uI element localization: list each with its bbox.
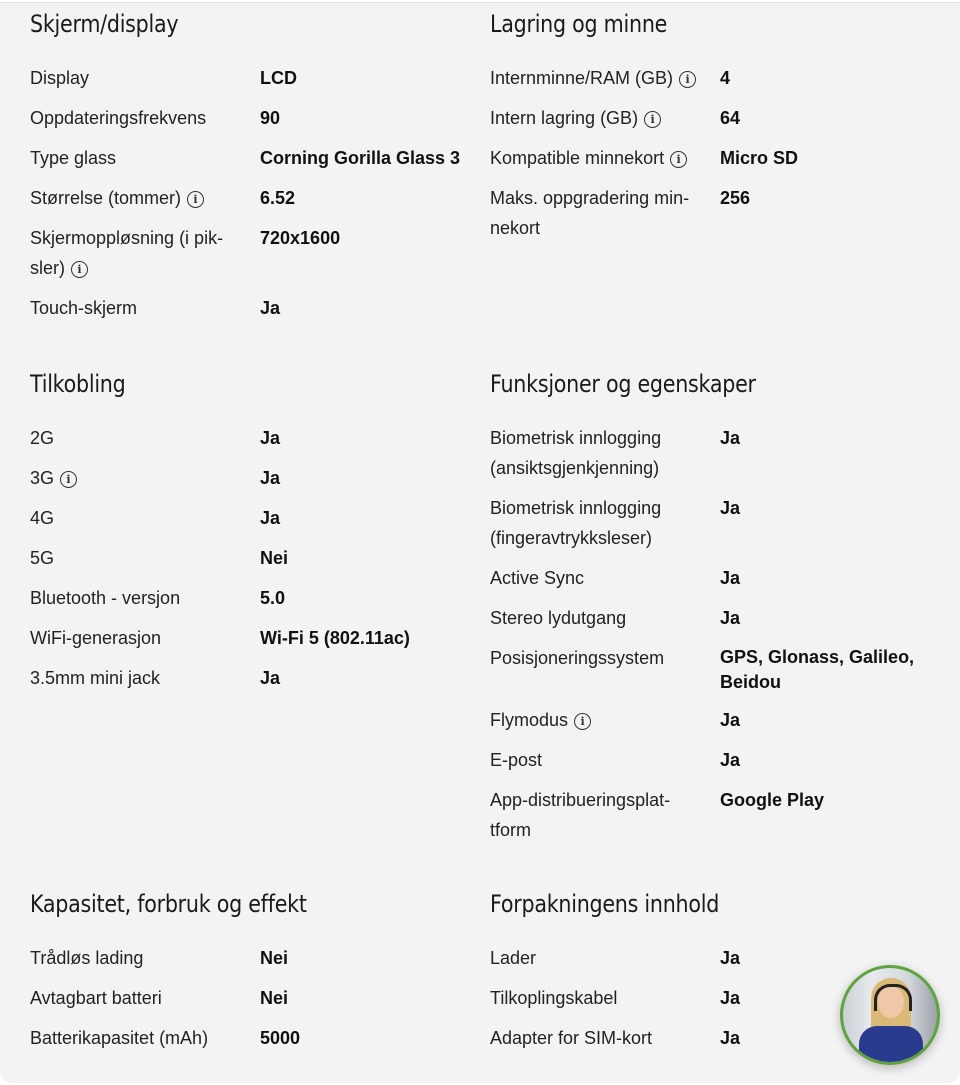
spec-value: Ja [720,1028,741,1048]
spec-row [490,563,930,593]
spec-value: LCD [260,68,297,88]
spec-label: Internminne/RAM (GB) i [490,63,720,93]
section-title: Lagring og minne [490,10,668,38]
info-icon[interactable]: i [187,191,204,208]
spec-value: 256 [720,188,751,208]
spec-row [30,943,470,973]
info-icon[interactable]: i [670,151,687,168]
spec-value: Nei [260,948,289,968]
spec-value: 90 [260,108,281,128]
spec-row [30,103,470,133]
spec-row [490,705,930,735]
spec-row [490,643,930,695]
spec-value: Ja [720,498,741,518]
spec-value: Ja [720,948,741,968]
info-icon[interactable]: i [71,261,88,278]
spec-label: Batterikapasitet (mAh) [30,1028,209,1048]
spec-label: 5G [30,548,55,568]
spec-row [490,143,930,173]
spec-value: Wi-Fi 5 (802.11ac) [260,628,410,648]
section-title: Tilkobling [30,370,126,398]
spec-value: Nei [260,548,289,568]
spec-label: Biometrisk innlogging (fingeravtrykksleser) [490,498,662,548]
spec-row [490,493,930,553]
section-display [30,4,470,333]
section-connectivity [30,364,470,703]
info-icon[interactable]: i [644,111,661,128]
spec-row [30,63,470,93]
headset-icon [874,984,912,1011]
spec-label: Active Sync [490,568,585,588]
spec-label: Størrelse (tommer) i [30,183,260,213]
spec-row [490,103,930,133]
spec-value: Ja [260,298,281,318]
spec-label: Skjermoppløsning (i pik-sler) i [30,228,224,278]
spec-label: WiFi-generasjon [30,628,162,648]
spec-row [30,463,470,493]
spec-row [30,423,470,453]
spec-value: Ja [260,508,281,528]
info-icon[interactable]: i [679,71,696,88]
section-title: Skjerm/display [30,10,179,38]
spec-value: 64 [720,108,741,128]
spec-value: Ja [260,468,281,488]
chat-support-avatar-button[interactable] [840,965,940,1065]
spec-label: E-post [490,750,543,770]
spec-label: Touch-skjerm [30,298,138,318]
spec-row [490,785,930,845]
spec-value: Ja [260,668,281,688]
spec-row [30,583,470,613]
spec-label: Trådløs lading [30,948,144,968]
spec-label: Lader [490,948,537,968]
section-power [30,884,470,1063]
spec-label: App-distribueringsplat-tform [490,790,671,840]
spec-label: Biometrisk innlogging (ansiktsgjenkjenning) [490,428,662,478]
spec-label: Bluetooth - versjon [30,588,181,608]
spec-label: Stereo lydutgang [490,608,627,628]
spec-label: Maks. oppgradering min-nekort [490,188,690,238]
spec-label: Kompatible minnekort i [490,143,720,173]
spec-row [490,943,930,973]
spec-value: Ja [720,710,741,730]
spec-label: Oppdateringsfrekvens [30,108,207,128]
spec-row [490,63,930,93]
spec-value: Ja [720,750,741,770]
spec-row [30,503,470,533]
section-features [490,364,930,855]
spec-label: Type glass [30,148,117,168]
spec-value: 4 [720,68,731,88]
spec-value: 720x1600 [260,228,341,248]
spec-value: Corning Gorilla Glass 3 [260,148,461,168]
section-title: Kapasitet, forbruk og effekt [30,890,307,918]
spec-label: 4G [30,508,55,528]
spec-value: Google Play [720,790,825,810]
spec-row [490,423,930,483]
spec-row [30,183,470,213]
spec-label: Tilkoplingskabel [490,988,618,1008]
spec-row [30,223,470,283]
spec-label: 2G [30,428,55,448]
spec-row [30,983,470,1013]
spec-row [30,663,470,693]
spec-row [30,143,470,173]
spec-label: Adapter for SIM-kort [490,1028,653,1048]
spec-row [490,183,930,243]
section-title: Funksjoner og egenskaper [490,370,756,398]
spec-label: Posisjoneringssystem [490,648,665,668]
spec-row [30,543,470,573]
spec-label: 3G i [30,463,260,493]
spec-row [490,603,930,633]
spec-value: GPS, Glonass, Galileo, Beidou [720,647,915,692]
spec-label: Intern lagring (GB) i [490,103,720,133]
spec-label: Avtagbart batteri [30,988,162,1008]
spec-value: Ja [720,568,741,588]
spec-value: Ja [260,428,281,448]
section-title: Forpakningens innhold [490,890,720,918]
spec-label: Flymodus i [490,705,720,735]
spec-row [490,745,930,775]
spec-row [30,1023,470,1053]
spec-value: Ja [720,428,741,448]
spec-label: Display [30,68,90,88]
spec-value: Ja [720,608,741,628]
spec-row [30,293,470,323]
info-icon[interactable]: i [60,471,77,488]
spec-label: 3.5mm mini jack [30,668,161,688]
avatar-shirt [859,1026,923,1065]
spec-row [30,623,470,653]
spec-value: Micro SD [720,148,799,168]
spec-value: 5000 [260,1028,301,1048]
section-storage [490,4,930,253]
specifications-panel [0,2,960,1083]
spec-value: 5.0 [260,588,286,608]
info-icon[interactable]: i [574,713,591,730]
spec-value: Nei [260,988,289,1008]
spec-value: Ja [720,988,741,1008]
spec-value: 6.52 [260,188,296,208]
